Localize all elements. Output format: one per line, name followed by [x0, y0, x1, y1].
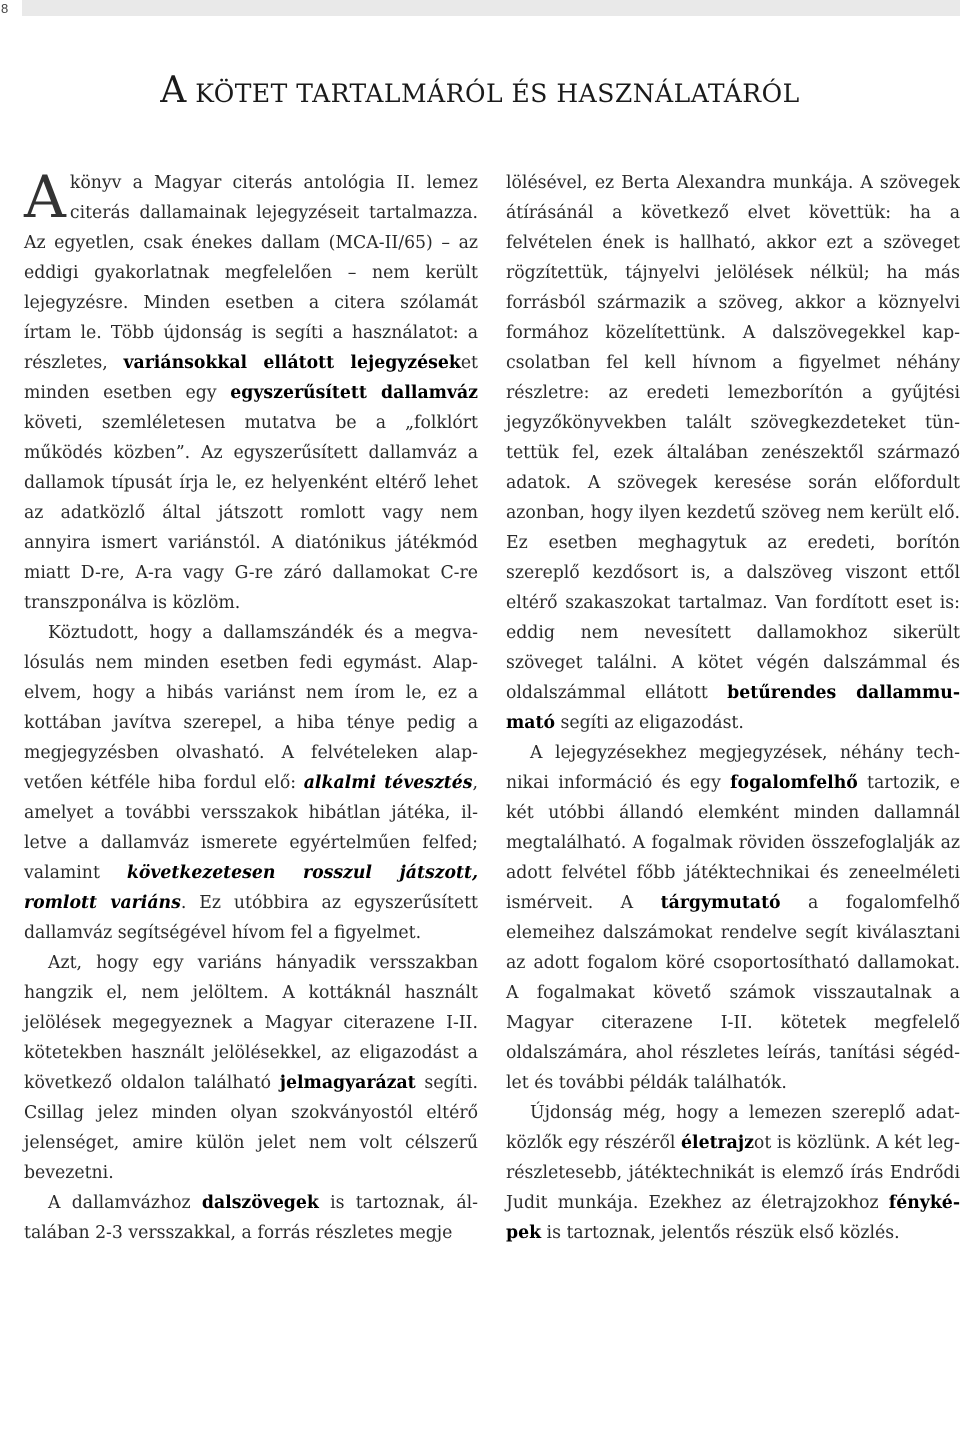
- text-run: A dallamvázhoz: [48, 1193, 202, 1213]
- text-run: követi, szemléletesen mutatva be a „folklórt működés közben”. Az egyszerűsített dallamváz a dallamok típusát írja le, ez helyenként eltérő lehet az adatközlő által játszott romlott vagy nem annyira ismert variánstól. A diatónikus játékmód miatt D-re, A-ra vagy G-re záró dallamokat C-re transzponálva is közlöm.: [24, 413, 478, 613]
- emphasis-term: következetesen rosszul játszott, romlott variáns: [24, 863, 478, 913]
- page-header: [0, 0, 960, 18]
- text-run: Azt, hogy egy variáns hányadik versszakban hangzik el, nem jelöltem. A kottáknál használt jelölések megegyeznek a Magyar citerazene I-II. kötetekben használt jelölésekkel, az eligazodást a következő oldalon található: [24, 953, 478, 1093]
- right-column: [506, 168, 960, 1248]
- text-run: Újdonság még, hogy a lemezen szereplő adatközlők egy részéről: [506, 1103, 960, 1153]
- text-run: . Ez utóbbira az egyszerűsített dallamváz segítségével hívom fel a figyelmet.: [24, 893, 479, 943]
- emphasis-term: alkalmi tévesztés: [303, 773, 473, 793]
- bold-term: variánsokkal ellátott lejegyzések: [123, 353, 461, 373]
- bold-term: tárgymutató: [660, 893, 781, 913]
- right-paragraph-1: [506, 168, 960, 738]
- text-run: , amelyet a további versszakok hibátlan játéka, illetve a dallamváz ismerete egyértelműen felfed; valamint: [24, 773, 478, 883]
- bold-term: életrajz: [681, 1133, 754, 1153]
- bold-term: fényképek: [506, 1193, 960, 1243]
- text-run: is tartoznak, általában 2-3 versszakkal, a forrás részletes megje: [24, 1193, 478, 1243]
- bold-term: dalszövegek: [201, 1193, 319, 1213]
- bold-term: egyszerűsített dallamváz: [230, 383, 479, 403]
- text-run: et minden esetben egy: [24, 353, 478, 403]
- text-run: ot is közlünk. A két legrészletesebb, játéktechnikát is elemző írás Endrődi Judit munkája. Ezekhez az életrajzokhoz: [506, 1133, 960, 1213]
- left-column: [24, 163, 479, 1248]
- text-run: segíti az eligazodást.: [555, 713, 744, 733]
- bold-term: fogalomfelhő: [730, 773, 858, 793]
- left-paragraph-1: [24, 163, 479, 618]
- left-paragraph-3: [24, 948, 478, 1188]
- text-run: lölésével, ez Berta Alexandra munkája. A szövegek átírásánál a következő elvet követtük: ha a felvételen ének is hallható, akkor ezt a szöveget rögzítettük, tájnyelvi jelölések nélkül; ha más forrásból származik a szöveg, akkor a köznyelvi formához közelítettünk. A dalszövegekkel kapcsolatban fel kell hívnom a figyelmet néhány részletre: az eredeti lemezborítón a gyűjtési jegyzőkönyvekben talált szövegkezdeteket tüntettük fel, ezek általában zenészektől származó adatok. A szövegek keresése során előfordult azonban, hogy ilyen kezdetű szöveg nem került elő. Ez esetben meghagytuk az eredeti, borítón szereplő kezdősort is, a dalszöveg viszont ettől eltérő szakaszokat tartalmaz. Van fordított eset is: eddig nem nevesített dallamokhoz sikerült szöveget találni. A kötet végén dalszámmal és oldalszámmal ellátott: [506, 173, 960, 703]
- left-paragraph-2: [24, 618, 478, 948]
- bold-term: jelmagyarázat: [279, 1073, 416, 1093]
- right-paragraph-2: [506, 738, 960, 1098]
- text-run: is tartoznak, jelentős részük első közlés.: [541, 1223, 900, 1243]
- text-run: A lejegyzésekhez megjegyzések, néhány technikai információ és egy: [506, 743, 960, 793]
- drop-cap: A: [24, 163, 66, 231]
- bold-term: betűrendes dallammumató: [506, 683, 960, 733]
- header-bar: [22, 0, 960, 16]
- chapter-title-rest: KÖTET TARTALMÁRÓL ÉS HASZNÁLATÁRÓL: [186, 79, 800, 108]
- chapter-title: [0, 70, 960, 111]
- text-run: tartozik, e két utóbbi állandó elemként minden dallamnál megtalálható. A fogalmak röviden összefoglalják az adott felvétel főbb játéktechnikai és zeneelméleti ismérveit. A: [506, 773, 960, 913]
- left-paragraph-4: [24, 1188, 478, 1248]
- text-columns: [24, 163, 960, 1248]
- chapter-title-initial: A: [160, 70, 187, 111]
- text-run: könyv a Magyar citerás antológia II. lemez citerás dallamainak lejegyzéseit tartalmazza. Az egyetlen, csak énekes dallam (MCA-II/65) – az eddigi gyakorlatnak megfelelően – nem került lejegyzésre. Minden esetben a citera szólamát írtam le. Több újdonság is segíti a használatot: a részletes,: [24, 173, 478, 373]
- text-run: Köztudott, hogy a dallamszándék és a megvalósulás nem minden esetben fedi egymást. Alapelvem, hogy a hibás variánst nem írom le, ez a kottában javítva szerepel, a hiba ténye pedig a megjegyzésben olvasható. A felvételeken alapvetően kétféle hiba fordul elő:: [24, 623, 478, 793]
- page-number: 8: [1, 1, 9, 16]
- right-paragraph-3: [506, 1098, 960, 1248]
- text-run: a fogalomfelhő elemeihez dalszámokat rendelve segít kiválasztani az adott fogalom köré csoportosítható dallamokat. A fogalmakat követő számok visszautalnak a Magyar citerazene I-II. kötetek megfelelő oldalszámára, ahol részletes leírás, tanítási ségédlet és további példák találhatók.: [506, 893, 960, 1093]
- text-run: segíti. Csillag jelez minden olyan szokványostól eltérő jelenséget, amire külön jelet nem volt célszerű bevezetni.: [24, 1073, 478, 1183]
